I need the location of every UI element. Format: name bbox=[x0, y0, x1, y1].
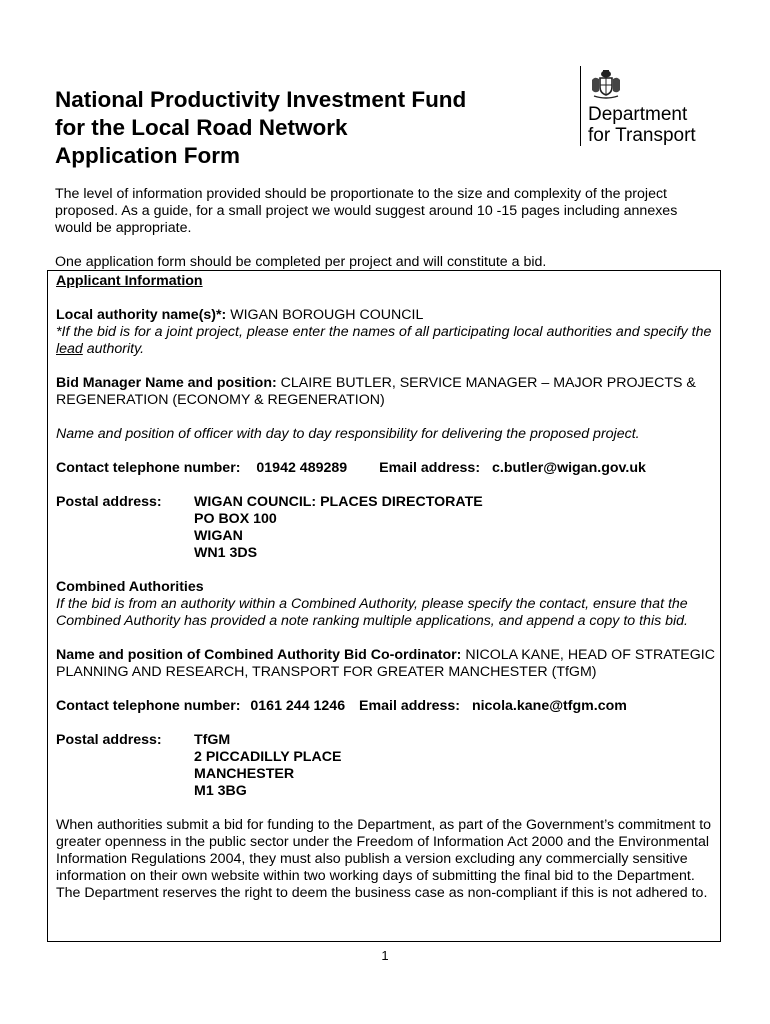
title-line-1: National Productivity Investment Fund bbox=[55, 87, 467, 112]
ca-postal-address bbox=[56, 732, 716, 800]
royal-coat-of-arms-icon bbox=[588, 68, 624, 100]
bid-manager-note: Name and position of officer with day to day responsibility for delivering the proposed project. bbox=[56, 426, 640, 442]
coordinator-label: Name and position of Combined Authority Bid Co-ordinator: bbox=[56, 647, 462, 663]
email-value: c.butler@wigan.gov.uk bbox=[492, 460, 646, 476]
contact-label: Contact telephone number: bbox=[56, 460, 241, 476]
ca-contact-label: Contact telephone number: bbox=[56, 698, 241, 714]
ca-postal-line-2: 2 PICCADILLY PLACE bbox=[194, 749, 342, 765]
logo-line-1: Department bbox=[588, 104, 688, 125]
ca-contact-row bbox=[56, 698, 716, 715]
ca-postal-label: Postal address: bbox=[56, 732, 162, 748]
contact-row bbox=[56, 460, 716, 477]
coordinator-row bbox=[56, 647, 716, 681]
la-note-post: authority. bbox=[82, 341, 145, 357]
applicant-heading: Applicant Information bbox=[56, 273, 203, 289]
postal-line-3: WIGAN bbox=[194, 528, 243, 544]
ca-postal-line-1: TfGM bbox=[194, 732, 231, 748]
combined-heading: Combined Authorities bbox=[56, 579, 204, 595]
postal-line-1: WIGAN COUNCIL: PLACES DIRECTORATE bbox=[194, 494, 483, 510]
intro-one-bid: One application form should be completed per project and will constitute a bid. bbox=[55, 254, 547, 270]
postal-address bbox=[56, 494, 716, 562]
postal-line-2: PO BOX 100 bbox=[194, 511, 277, 527]
ca-contact-phone: 0161 244 1246 bbox=[250, 698, 346, 714]
bid-manager-row bbox=[56, 375, 716, 409]
bid-manager-value: CLAIRE BUTLER, SERVICE MANAGER – MAJOR PROJECTS & REGENERATION (ECONOMY & REGENERATION) bbox=[56, 375, 696, 408]
ca-email-label: Email address: bbox=[359, 698, 460, 714]
local-authority-value: WIGAN BOROUGH COUNCIL bbox=[226, 307, 424, 323]
ca-postal-line-4: M1 3BG bbox=[194, 783, 247, 799]
local-authority-row bbox=[56, 307, 716, 324]
logo-line-2: for Transport bbox=[588, 125, 696, 146]
applicant-box bbox=[47, 270, 721, 942]
page-title bbox=[55, 86, 575, 170]
combined-note: If the bid is from an authority within a Combined Authority, please specify the contact, ensure that the Combined Authority has provided a note ranking multiple applications, and append a copy to this bid. bbox=[56, 596, 689, 629]
la-note-lead: lead bbox=[56, 341, 83, 357]
la-note-pre: *If the bid is for a joint project, please enter the names of all participating local authorities and specify the bbox=[56, 324, 712, 340]
local-authority-note bbox=[56, 324, 716, 358]
contact-phone: 01942 489289 bbox=[256, 460, 348, 476]
foi-paragraph: When authorities submit a bid for funding to the Department, as part of the Government’s commitment to greater openness in the public sector under the Freedom of Information Act 2000 and the Environmental Information Regulations 2004, they must also publish a version excluding any commercially sensitive information on their own website within two working days of submitting the final bid to the Department. The Department reserves the right to deem the business case as non-compliant if this is not adhered to. bbox=[56, 817, 712, 901]
title-line-2: for the Local Road Network bbox=[55, 115, 348, 140]
ca-postal-line-3: MANCHESTER bbox=[194, 766, 295, 782]
local-authority-label: Local authority name(s)*: bbox=[56, 307, 227, 323]
department-logo bbox=[580, 66, 720, 152]
bid-manager-label: Bid Manager Name and position: bbox=[56, 375, 277, 391]
logo-text bbox=[588, 104, 696, 146]
coordinator-value: NICOLA KANE, HEAD OF STRATEGIC PLANNING AND RESEARCH, TRANSPORT FOR GREATER MANCHESTER (TfGM) bbox=[56, 647, 715, 680]
page-number: 1 bbox=[381, 948, 389, 963]
ca-email-value: nicola.kane@tfgm.com bbox=[471, 698, 627, 714]
postal-line-4: WN1 3DS bbox=[194, 545, 258, 561]
postal-label: Postal address: bbox=[56, 494, 162, 510]
email-label: Email address: bbox=[379, 460, 481, 476]
logo-divider bbox=[580, 66, 581, 146]
title-line-3: Application Form bbox=[55, 143, 240, 168]
intro-paragraph: The level of information provided should be proportionate to the size and complexity of the project proposed. As a guide, for a small project we would suggest around 10 -15 pages including annexes would be appropriate. bbox=[55, 186, 678, 236]
